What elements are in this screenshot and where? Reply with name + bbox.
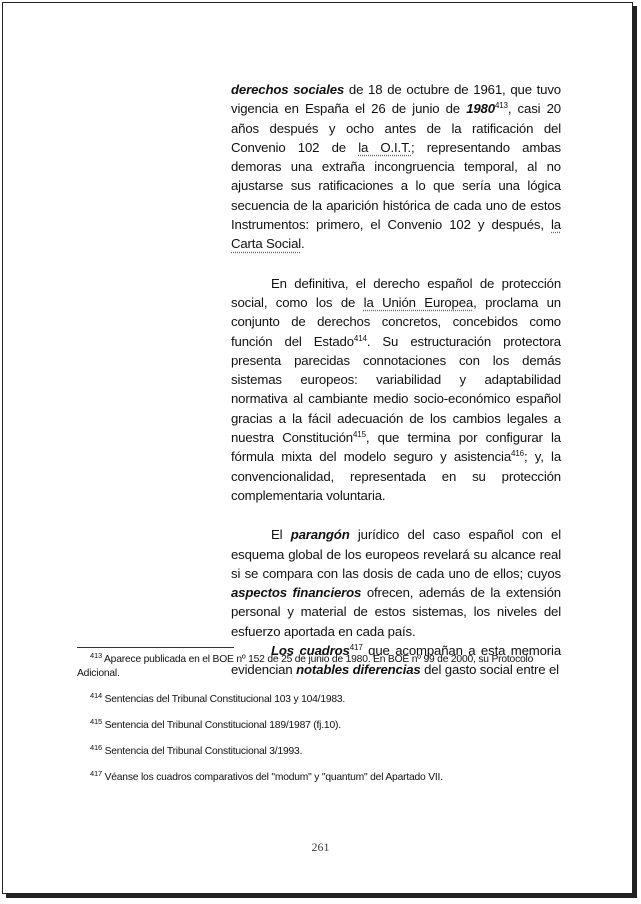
text: ofrecen, además de la extensión personal y material de estos sistemas, los niveles del esfuerzo aportada en cada país. <box>231 585 561 639</box>
footnote-number: 414 <box>90 691 102 700</box>
text: . <box>301 236 305 252</box>
footnote-text: Sentencias del Tribunal Constitucional 103 y 104/1983. <box>101 694 346 705</box>
emphasis-los-cuadros: Los cuadros <box>271 643 350 659</box>
emphasis-derechos-sociales: derechos sociales <box>231 82 345 97</box>
footnote-417 <box>77 771 562 785</box>
text: En definitiva, el derecho español de protección social, como los de <box>231 275 561 310</box>
link-carta-social[interactable]: la Carta Social <box>231 217 561 252</box>
emphasis-parangon: parangón <box>290 527 350 543</box>
text: de 18 de octubre de 1961, que tuvo vigencia en España el 26 de junio de <box>231 82 561 117</box>
footnote-number: 416 <box>90 743 102 752</box>
footnote-number: 417 <box>90 769 102 778</box>
link-union-europea[interactable]: la Unión Europea <box>363 294 474 310</box>
footnote-414 <box>77 693 562 707</box>
footnote-number: 413 <box>90 651 102 660</box>
page-number: 261 <box>311 840 330 854</box>
text: , casi 20 años después y ocho antes de la ratificación del Convenio 102 de <box>231 101 561 155</box>
footnote-ref-416[interactable]: 416 <box>511 449 524 459</box>
text: que acompañan a esta memoria evidencian <box>231 643 561 678</box>
footnotes <box>77 653 562 797</box>
footnote-text: Aparece publicada en el BOE nº 152 de 25 de junio de 1980. En BOE nº 99 de 2000, su Protocolo Adicional. <box>77 654 534 679</box>
footnote-ref-417[interactable]: 417 <box>349 643 363 653</box>
footnote-text: Véanse los cuadros comparativos del "modum" y "quantum" del Apartado VII. <box>101 772 443 783</box>
text: , que termina por configurar la fórmula mixta del modelo seguro y asistencia <box>231 430 561 465</box>
emphasis-aspectos-financieros: aspectos financieros <box>231 585 362 601</box>
footnote-ref-413[interactable]: 413 <box>494 101 508 111</box>
footnote-ref-414[interactable]: 414 <box>353 333 367 343</box>
text: del gasto social entre el <box>420 662 559 678</box>
footnote-text: Sentencia del Tribunal Constitucional 189/1987 (fj.10). <box>101 720 341 731</box>
text: ; representando ambas demoras una extraña incongruencia temporal, al no ajustarse sus ratificaciones a lo que sería una lógica secuencia de la aparición histórica de cada uno de estos Instrumentos: primero, el Convenio 102 y después, <box>231 139 561 233</box>
footnote-number: 415 <box>90 717 102 726</box>
body-text <box>231 80 561 680</box>
emphasis-notables-diferencias: notables diferencias <box>296 662 421 678</box>
text: ; y, la convencionalidad, representada en su protección complementaria voluntaria. <box>231 449 562 503</box>
footnote-415 <box>77 719 562 733</box>
paragraph-2 <box>231 274 561 506</box>
footnote-416 <box>77 745 562 759</box>
text: . Su estructuración protectora presenta parecidas connotaciones con los demás sistemas europeos: variabilidad y adaptabilidad normativa al cambiante medio socio-económico español gracias a la fácil adecuación de los cambios legales a nuestra Constitución <box>231 333 561 446</box>
footnote-separator <box>77 647 234 648</box>
paragraph-1 <box>231 80 561 254</box>
footnote-413 <box>77 653 562 681</box>
paragraph-3 <box>231 525 561 641</box>
link-oit[interactable]: la O.I.T. <box>358 139 412 155</box>
emphasis-1980: 1980 <box>466 101 495 117</box>
text: jurídico del caso español con el esquema global de los europeos revelará su alcance real si se compara con las dosis de cada uno de ellos; cuyos <box>231 527 561 581</box>
text: El <box>271 527 291 543</box>
footnote-ref-415[interactable]: 415 <box>352 430 366 440</box>
text: , proclama un conjunto de derechos concretos, concebidos como función del Estado <box>231 294 561 349</box>
footnote-text: Sentencia del Tribunal Constitucional 3/1993. <box>101 746 303 757</box>
